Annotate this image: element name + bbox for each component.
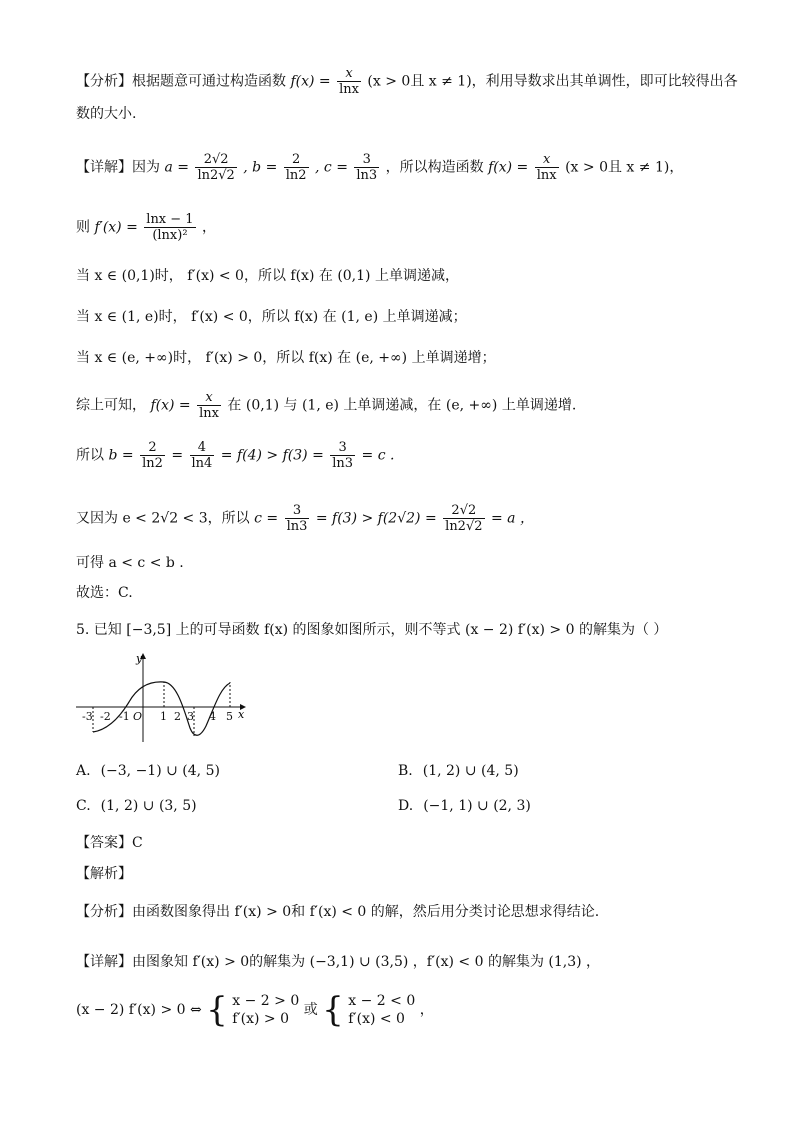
fraction-a: $\frac{2√2}{\ln 2√2}$: [197, 152, 235, 183]
tick-label: -2: [100, 710, 111, 723]
derivative-expr: f′(x) =: [94, 219, 138, 236]
tick-label: 4: [209, 710, 216, 723]
y-axis-label: y: [136, 652, 143, 665]
function-curve: [93, 682, 230, 735]
option-text: (−3, −1) ∪ (4, 5): [100, 763, 220, 779]
option-d[interactable]: [398, 796, 531, 816]
detail-label: 【详解】因为: [76, 159, 160, 176]
analysis-text-cont: (x > 0且 x ≠ 1)，利用导数求出其单调性，即可比较得出各: [367, 73, 738, 90]
fraction-b: $\frac{2}{\ln 2}$: [285, 152, 307, 183]
function-expr: f(x) =: [150, 397, 191, 414]
jiexi-label: 【解析】: [76, 866, 132, 882]
fraction: $\frac{4}{\ln 4}$: [191, 440, 213, 471]
derivative-fraction: $\frac{\ln x - 1}{\text{(lnx)²}}$: [146, 212, 194, 243]
fraction: $\frac{x}{\ln x}$: [199, 390, 219, 421]
fraction: $\frac{x}{\ln x}$: [339, 66, 359, 97]
brace-icon: {: [322, 990, 344, 1030]
fraction: $\frac{3}{\ln 3}$: [286, 503, 308, 534]
option-letter: B.: [398, 763, 413, 779]
function-graph: [76, 650, 251, 745]
system-lhs: (x − 2) f′(x) > 0 ⇔: [76, 1002, 202, 1018]
system-2: x − 2 < 0 f′(x) < 0: [348, 993, 416, 1027]
detail-text-cont: (x > 0且 x ≠ 1)，: [565, 159, 684, 176]
fraction-f: $\frac{x}{\ln x}$: [536, 152, 557, 183]
because-text: 又因为 e < 2√2 < 3，所以: [76, 510, 250, 527]
brace-icon: {: [206, 990, 228, 1030]
option-text: (−1, 1) ∪ (2, 3): [423, 798, 531, 814]
x-axis-label: x: [238, 708, 245, 721]
equals: =: [171, 447, 184, 464]
option-letter: A.: [76, 763, 91, 779]
fraction: $\frac{2√2}{\ln 2√2}$: [445, 503, 483, 534]
then-label: 则: [76, 219, 90, 236]
case-line-1: 当 x ∈ (0,1)时， f′(x) < 0，所以 f(x) 在 (0,1) 上单调递减，: [76, 268, 459, 284]
conclusion-line: 可得 a < c < b .: [76, 555, 184, 571]
summary-label: 综上可知，: [76, 397, 146, 414]
case-system: [76, 992, 434, 1028]
so-label: 所以: [76, 447, 104, 464]
analysis-line-2: 数的大小.: [76, 106, 137, 122]
compare-expr: = f(3) > f(2√2) =: [315, 510, 437, 527]
detail-text: ，所以构造函数: [385, 159, 484, 176]
tick-label: 2: [174, 710, 181, 723]
var-a: a =: [164, 159, 189, 176]
tick-label: 5: [226, 710, 233, 723]
detail-line-1: [76, 152, 683, 183]
option-text: (1, 2) ∪ (3, 5): [100, 798, 197, 814]
function-expr: f(x) =: [290, 73, 331, 90]
compare-c-line: [76, 503, 534, 534]
tick-label: 3: [187, 710, 194, 723]
summary-text: 在 (0,1) 与 (1, e) 上单调递减，在 (e, +∞) 上单调递增.: [227, 397, 577, 414]
tick-label: 1: [160, 710, 167, 723]
fraction: $\frac{3}{\ln 3}$: [332, 440, 354, 471]
case-line-2: 当 x ∈ (1, e)时， f′(x) < 0，所以 f(x) 在 (1, e) 上单调递减；: [76, 309, 467, 325]
var-b: , b =: [243, 159, 278, 176]
analysis-5: 【分析】由函数图象得出 f′(x) > 0和 f′(x) < 0 的解，然后用分类讨论思想求得结论.: [76, 904, 600, 920]
comma: ，: [202, 219, 217, 236]
case-line-3: 当 x ∈ (e, +∞)时， f′(x) > 0，所以 f(x) 在 (e, +∞) 上单调递增；: [76, 350, 496, 366]
summary-line: [76, 390, 576, 421]
analysis-line-1: [76, 66, 738, 97]
option-c[interactable]: [76, 796, 197, 816]
function-expr: f(x) =: [488, 159, 529, 176]
question-5: 5. 已知 [−3,5] 上的可导函数 f(x) 的图象如图所示，则不等式 (x − 2) f′(x) > 0 的解集为（ ）: [76, 622, 668, 638]
comma: ，: [419, 1002, 434, 1018]
detail-5: 【详解】由图象知 f′(x) > 0的解集为 (−3,1) ∪ (3,5) ，f′(x) < 0 的解集为 (1,3) ，: [76, 954, 601, 970]
answer-line: 【答案】C: [76, 835, 143, 851]
var-c: = c .: [361, 447, 395, 464]
tick-label: -1: [119, 710, 130, 723]
or-text: 或: [303, 1002, 318, 1018]
var-c: , c =: [315, 159, 348, 176]
fraction-c: $\frac{3}{\ln 3}$: [356, 152, 378, 183]
option-a[interactable]: [76, 761, 220, 781]
derivative-line: [76, 212, 216, 243]
option-letter: D.: [398, 798, 414, 814]
option-letter: C.: [76, 798, 91, 814]
option-text: (1, 2) ∪ (4, 5): [422, 763, 519, 779]
tick-label: O: [133, 710, 143, 723]
var-a: = a ，: [490, 510, 534, 527]
fraction: $\frac{2}{\ln 2}$: [142, 440, 163, 471]
tick-label: -3: [82, 710, 93, 723]
var-c: c =: [254, 510, 279, 527]
analysis-text: 【分析】根据题意可通过构造函数: [76, 73, 286, 90]
system-1: x − 2 > 0 f′(x) > 0: [232, 993, 300, 1027]
compare-b-line: [76, 440, 394, 471]
choice-line: 故选：C.: [76, 585, 133, 601]
var-b: b =: [108, 447, 134, 464]
option-b[interactable]: [398, 761, 519, 781]
compare-expr: = f(4) > f(3) =: [220, 447, 324, 464]
